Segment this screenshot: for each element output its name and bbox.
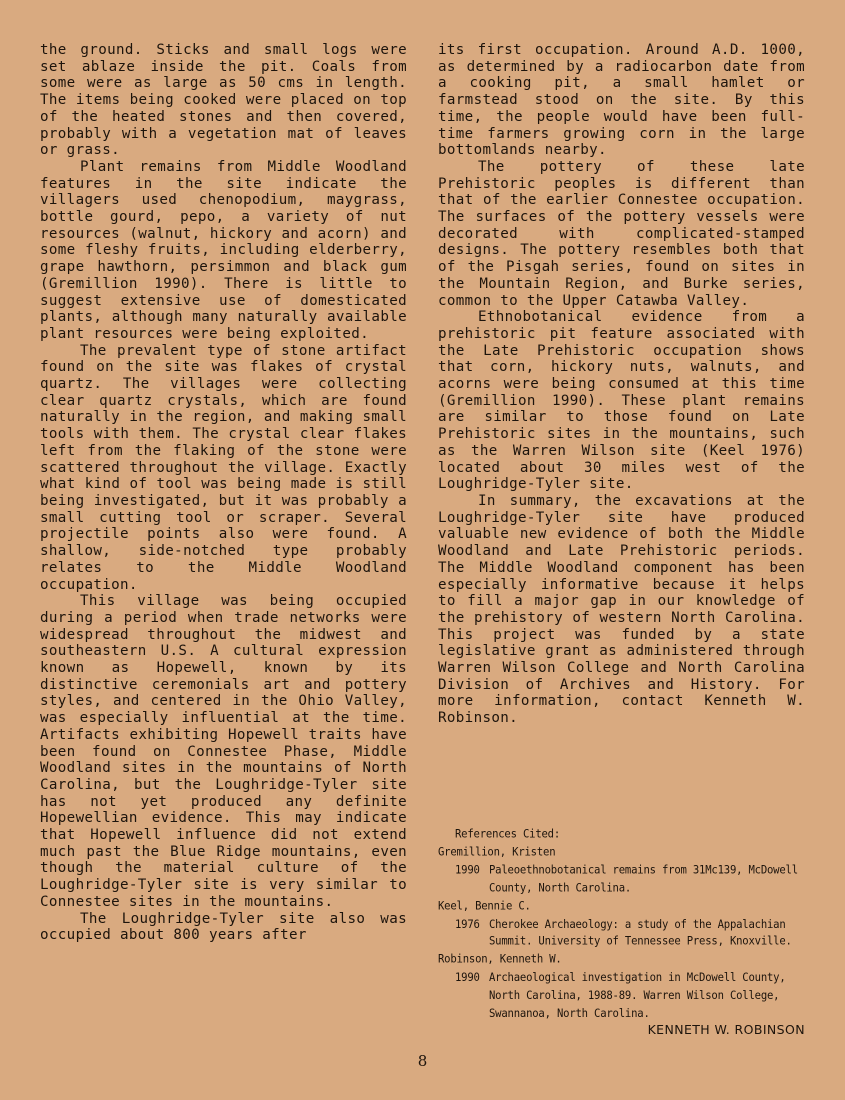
paragraph: The pottery of these late Prehistoric peoples is different than that of the earlier Connestee occupation. The surfaces of the pottery vessels were decorated with complicated-stamped designs. The pottery resembles both that of the Pisgah series, found on sites in the Mountain Region, and Burke series, common to the Upper Catawba Valley. xyxy=(438,158,805,309)
author-byline: KENNETH W. ROBINSON xyxy=(647,1022,805,1037)
page-number: 8 xyxy=(417,1052,428,1070)
references-section xyxy=(438,826,808,1023)
paragraph: Plant remains from Middle Woodland features in the site indicate the villagers used chenopodium, maygrass, bottle gourd, pepo, a variety of nut resources (walnut, hickory and acorn) and some fleshy fruits, including elderberry, grape hawthorn, persimmon and black gum (Gremillion 1990). There is little to suggest extensive use of domesticated plants, although many naturally available plant resources were being exploited. xyxy=(40,158,407,342)
reference-entry xyxy=(438,862,808,898)
reference-author: Gremillion, Kristen xyxy=(438,846,556,859)
left-column xyxy=(40,42,407,944)
reference-author: Keel, Bennie C. xyxy=(438,899,531,913)
paragraph: Ethnobotanical evidence from a prehistoric pit feature associated with the Late Prehistoric occupation shows that corn, hickory nuts, walnuts, and acorns were being consumed at this time (Gremillion 1990). These plant remains are similar to those found on Late Prehistoric sites in the mountains, such as the Warren Wilson site (Keel 1976) located about 30 miles west of the Loughridge-Tyler site. xyxy=(438,309,805,493)
reference-text: Paleoethnobotanical remains from 31Mc139, McDowell County, North Carolina. xyxy=(489,863,798,895)
paragraph: This village was being occupied during a period when trade networks were widespread throughout the midwest and southeastern U.S. A cultural expression known as Hopewell, known by its distinctive ceremonials art and pottery styles, and centered in the Ohio Valley, was especially influential at the time. Artifacts exhibiting Hopewell traits have been found on Connestee Phase, Middle Woodland sites in the mountains of North Carolina, but the Loughridge-Tyler site has not yet produced any definite Hopewellian evidence. This may indicate that Hopewell influence did not extend much past the Blue Ridge mountains, even though the material culture of the Loughridge-Tyler site is very similar to Connestee sites in the mountains. xyxy=(40,593,407,910)
reference-text: Archaeological investigation in McDowell County, North Carolina, 1988-89. Warren Wilson College, Swannanoa, North Carolina. xyxy=(489,971,786,1021)
reference-entry xyxy=(438,916,808,952)
paragraph: In summary, the excavations at the Loughridge-Tyler site have produced valuable new evidence of both the Middle Woodland and Late Prehistoric periods. The Middle Woodland component has been especially informative because it helps to fill a major gap in our knowledge of the prehistory of western North Carolina. This project was funded by a state legislative grant as administered through Warren Wilson College and North Carolina Division of Archives and History. For more information, contact Kenneth W. Robinson. xyxy=(438,492,805,727)
right-column xyxy=(438,42,805,727)
paragraph: The prevalent type of stone artifact found on the site was flakes of crystal quartz. The villages were collecting clear quartz crystals, which are found naturally in the region, and making small tools with them. The crystal clear flakes left from the flaking of the stone were scattered throughout the village. Exactly what kind of tool was being made is still being investigated, but it was probably a small cutting tool or scraper. Several projectile points also were found. A shallow, side-notched type probably relates to the Middle Woodland occupation. xyxy=(40,342,407,593)
reference-text: Cherokee Archaeology: a study of the Appalachian Summit. University of Tennessee Press, Knoxville. xyxy=(489,917,792,949)
references-heading: References Cited: xyxy=(455,828,561,841)
paragraph: The Loughridge-Tyler site also was occupied about 800 years after xyxy=(40,910,407,944)
paragraph: the ground. Sticks and small logs were set ablaze inside the pit. Coals from some were as large as 50 cms in length. The items being cooked were placed on top of the heated stones and then covered, probably with a vegetation mat of leaves or grass. xyxy=(40,42,407,159)
reference-year: 1990 xyxy=(455,971,480,985)
paragraph: its first occupation. Around A.D. 1000, as determined by a radiocarbon date from a cooking pit, a small hamlet or farmstead stood on the site. By this time, the people would have been full-time farmers growing corn in the large bottomlands nearby. xyxy=(438,42,805,159)
reference-entry xyxy=(438,969,808,1023)
reference-year: 1990 xyxy=(455,863,480,877)
reference-author: Robinson, Kenneth W. xyxy=(438,953,562,967)
reference-year: 1976 xyxy=(455,917,480,931)
